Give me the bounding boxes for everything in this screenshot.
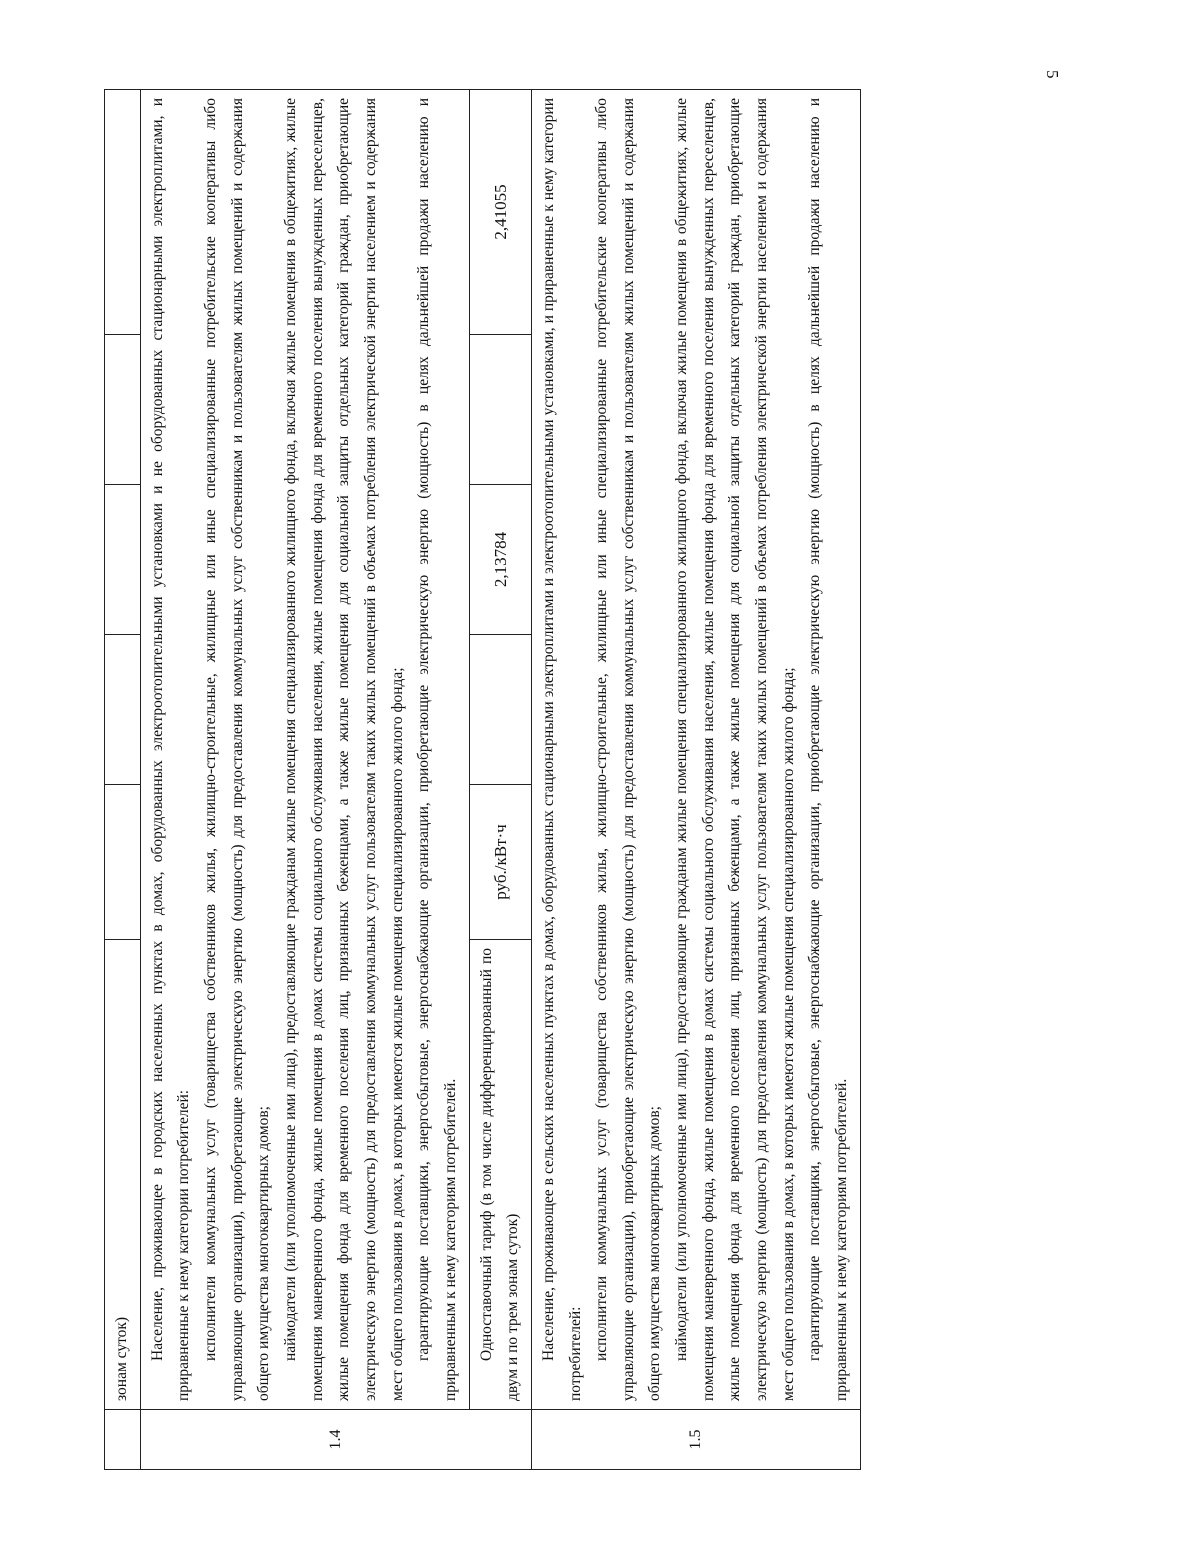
row-number-1-5: 1.5 bbox=[531, 1410, 860, 1470]
cell-empty bbox=[469, 635, 531, 785]
description-1-4 bbox=[140, 90, 469, 1410]
cell-empty bbox=[469, 335, 531, 485]
tariff-label-text: Одноставочный тариф (в том числе дифференцированный по двум и по трем зонам суток) bbox=[477, 948, 522, 1401]
table-row-1-4-tariff bbox=[469, 90, 531, 1470]
description-1-5 bbox=[531, 90, 860, 1410]
paragraph: гарантирующие поставщики, энергосбытовые, энергоснабжающие организации, приобретающие электрическую энергию (мощность) в целях дальнейшей продажи населению и приравненным к нему категориям потребителей. bbox=[806, 98, 851, 1401]
cell-empty bbox=[105, 335, 141, 485]
row-number-1-4: 1.4 bbox=[140, 1410, 531, 1470]
table-row-continuation bbox=[105, 90, 141, 1470]
paragraph: Население, проживающее в сельских населенных пунктах в домах, оборудованных стационарными электроплитами и электроотопительными установками, и приравненные к нему категории потребителей: bbox=[539, 98, 584, 1401]
table-row-1-4-description bbox=[140, 90, 469, 1470]
tariff-table bbox=[104, 89, 861, 1470]
paragraph: наймодатели (или уполномоченные ими лица), предоставляющие гражданам жилые помещения специализированного жилищного фонда, включая жилые помещения в общежитиях, жилые помещения маневренного фонда, жилые помещения в домах системы социального обслуживания населения, жилые помещения фонда для временного поселения вынужденных переселенцев, жилые помещения фонда для временного поселения лиц, признанных беженцами, а также жилые помещения для социальной защиты отдельных категорий граждан, приобретающие электрическую энергию (мощность) для предоставления коммунальных услуг пользователям таких жилых помещений в объемах потребления электрической энергии населением и содержания мест общего пользования в домах, в которых имеются жилые помещения специализированного жилого фонда; bbox=[673, 98, 797, 1401]
paragraph: Население, проживающее в городских населенных пунктах в домах, оборудованных электроотопительными установками и не оборудованных стационарными электроплитами, и приравненные к нему категории потребителей: bbox=[148, 98, 193, 1401]
tariff-label bbox=[469, 940, 531, 1410]
cell-empty bbox=[105, 90, 141, 335]
cell-empty bbox=[105, 485, 141, 635]
cell-empty bbox=[105, 635, 141, 785]
unit-cell: руб./кВт·ч bbox=[469, 785, 531, 940]
page-number: 5 bbox=[1043, 70, 1062, 79]
tariff-value-1: 2,13784 bbox=[469, 485, 531, 635]
paragraph: исполнители коммунальных услуг (товарищества собственников жилья, жилищно-строительные, жилищные или иные специализированные потребительские кооперативы либо управляющие организации), приобретающие электрическую энергию (мощность) для предоставления коммунальных услуг собственникам и пользователям жилых помещений и содержания общего имущества многоквартирных домов; bbox=[593, 98, 664, 1401]
paragraph: наймодатели (или уполномоченные ими лица), предоставляющие гражданам жилые помещения специализированного жилищного фонда, включая жилые помещения в общежитиях, жилые помещения маневренного фонда, жилые помещения в домах системы социального обслуживания населения, жилые помещения фонда для временного поселения вынужденных переселенцев, жилые помещения фонда для временного поселения лиц, признанных беженцами, а также жилые помещения для социальной защиты отдельных категорий граждан, приобретающие электрическую энергию (мощность) для предоставления коммунальных услуг пользователям таких жилых помещений в объемах потребления электрической энергии населением и содержания мест общего пользования в домах, в которых имеются жилые помещения специализированного жилого фонда; bbox=[281, 98, 406, 1401]
rotated-table-sheet bbox=[104, 90, 1034, 1470]
paragraph: гарантирующие поставщики, энергосбытовые, энергоснабжающие организации, приобретающие электрическую энергию (мощность) в целях дальнейшей продажи населению и приравненным к нему категориям потребителей. bbox=[415, 98, 459, 1401]
cell-empty-num bbox=[105, 1410, 141, 1470]
tariff-value-2: 2,41055 bbox=[469, 90, 531, 335]
cell-empty bbox=[105, 785, 141, 940]
cell-continuation-text: зонам суток) bbox=[105, 940, 141, 1410]
table-row-1-5-description bbox=[531, 90, 860, 1470]
paragraph: исполнители коммунальных услуг (товарищества собственников жилья, жилищно-строительные, жилищные или иные специализированные потребительские кооперативы либо управляющие организации), приобретающие электрическую энергию (мощность) для предоставления коммунальных услуг собственникам и пользователям жилых помещений и содержания общего имущества многоквартирных домов; bbox=[201, 98, 273, 1401]
